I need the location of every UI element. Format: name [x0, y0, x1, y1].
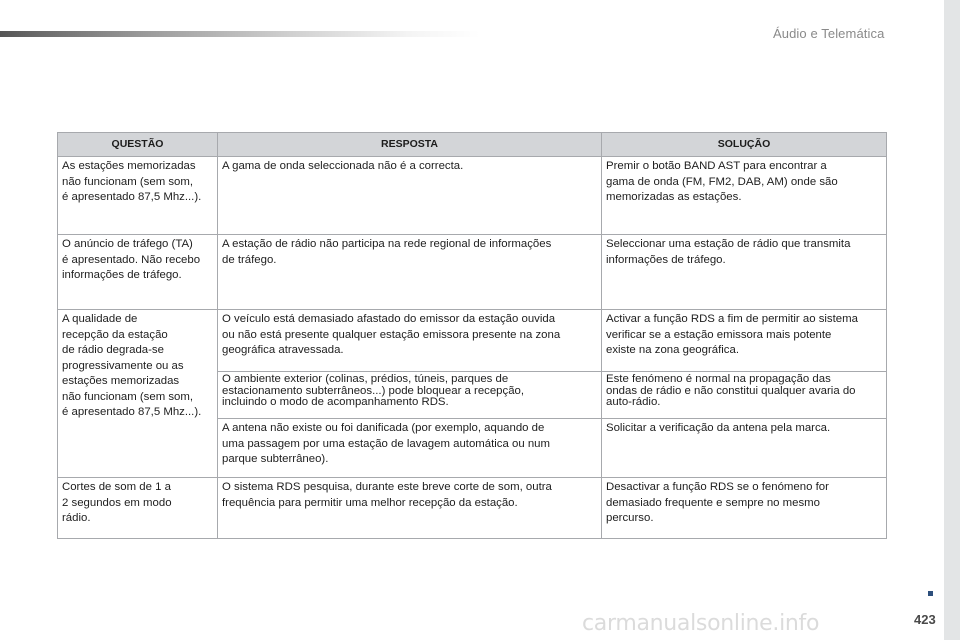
solution-cell: Desactivar a função RDS se o fenómeno for demasiado frequente e sempre no mesmo percurso.	[602, 478, 887, 539]
question-cell: O anúncio de tráfego (TA) é apresentado. Não recebo informações de tráfego.	[58, 235, 218, 310]
faq-table	[57, 132, 887, 539]
page-number: 423	[914, 612, 936, 627]
question-cell: A qualidade de recepção da estação de rádio degrada-se progressivamente ou as estações memorizadas não funcionam (sem som, é apresentado 87,5 Mhz...).	[58, 310, 218, 478]
answer-cell: O sistema RDS pesquisa, durante este breve corte de som, outra frequência para permitir uma melhor recepção da estação.	[218, 478, 602, 539]
solution-cell: Activar a função RDS a fim de permitir ao sistema verificar se a estação emissora mais potente existe na zona geográfica.	[602, 310, 887, 372]
column-header-answer: RESPOSTA	[218, 133, 602, 157]
solution-cell: Este fenómeno é normal na propagação das ondas de rádio e não constitui qualquer avaria do auto-rádio.	[602, 372, 887, 419]
page-edge-strip	[944, 0, 960, 640]
column-header-question: QUESTÃO	[58, 133, 218, 157]
answer-cell: O veículo está demasiado afastado do emissor da estação ouvida ou não está presente qualquer estação emissora presente na zona geográfica atravessada.	[218, 310, 602, 372]
table-row	[58, 235, 887, 310]
table-row	[58, 310, 887, 372]
answer-cell: A gama de onda seleccionada não é a correcta.	[218, 157, 602, 235]
solution-cell: Seleccionar uma estação de rádio que transmita informações de tráfego.	[602, 235, 887, 310]
question-cell: As estações memorizadas não funcionam (sem som, é apresentado 87,5 Mhz...).	[58, 157, 218, 235]
section-title: Áudio e Telemática	[773, 26, 885, 41]
solution-cell: Solicitar a verificação da antena pela marca.	[602, 419, 887, 478]
answer-cell: A estação de rádio não participa na rede regional de informações de tráfego.	[218, 235, 602, 310]
table-header-row	[58, 133, 887, 157]
header-gradient-bar	[0, 31, 480, 37]
column-header-solution: SOLUÇÃO	[602, 133, 887, 157]
question-cell: Cortes de som de 1 a 2 segundos em modo rádio.	[58, 478, 218, 539]
answer-cell: O ambiente exterior (colinas, prédios, túneis, parques de estacionamento subterrâneos...) pode bloquear a recepção, incluindo o modo de acompanhamento RDS.	[218, 372, 602, 419]
page-marker-square	[928, 591, 933, 596]
answer-cell: A antena não existe ou foi danificada (por exemplo, aquando de uma passagem por uma estação de lavagem automática ou num parque subterrâneo).	[218, 419, 602, 478]
table-row	[58, 478, 887, 539]
watermark-text: carmanualsonline.info	[582, 611, 820, 636]
solution-cell: Premir o botão BAND AST para encontrar a gama de onda (FM, FM2, DAB, AM) onde são memorizadas as estações.	[602, 157, 887, 235]
table-row	[58, 157, 887, 235]
